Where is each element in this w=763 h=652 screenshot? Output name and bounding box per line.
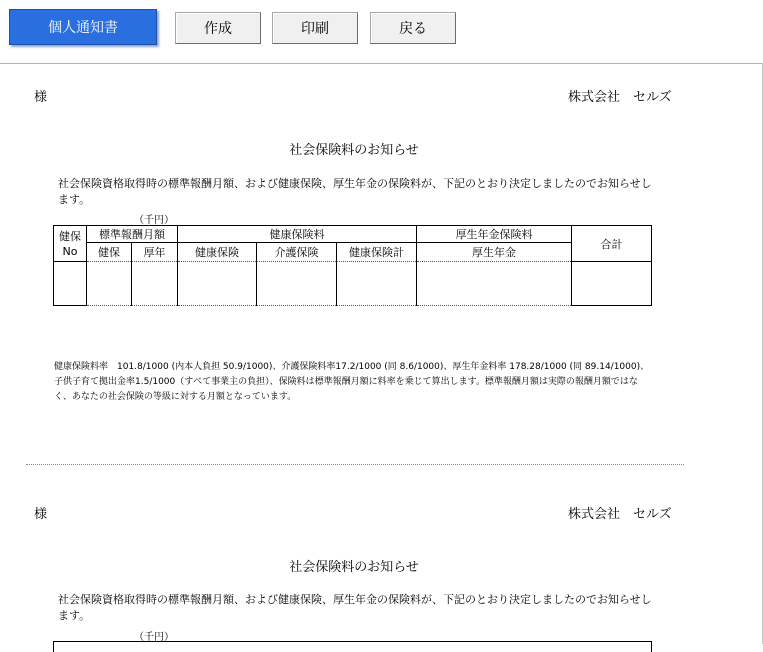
- cell: [257, 262, 337, 306]
- cell: [132, 262, 178, 306]
- footnote: 健康保険料率 101.8/1000 (内本人負担 50.9/1000)、介護保険料率17.2/1000 (同 8.6/1000)、厚生年金料率 178.28/1000 (同 89.14/1000)、子供子育て拠出金率1.5/1000（すべて事業主の負担）、保険料は標準報酬月額に料率を乗じて算出します。標準報酬月額は実際の報酬月額ではなく、あなたの社会保険の等級に対する月額となっています。: [54, 362, 650, 402]
- cell: [54, 262, 87, 306]
- sub-pension: 厚生年金: [417, 243, 572, 262]
- premium-table-partial: [53, 641, 652, 652]
- cell: [337, 262, 417, 306]
- notice-title: 社会保険料のお知らせ: [289, 143, 419, 158]
- col-health: 健康保険料: [178, 226, 417, 243]
- cell: [417, 262, 572, 306]
- col-kenpo-no: 健保 No: [54, 226, 87, 262]
- company-name: 株式会社 セルズ: [568, 90, 672, 105]
- unit-label: （千円）: [134, 632, 174, 643]
- col-total: 合計: [572, 226, 652, 262]
- print-button[interactable]: 印刷: [272, 12, 358, 44]
- col-standard: 標準報酬月額: [87, 226, 178, 243]
- premium-table: [53, 225, 652, 306]
- addressee: 様: [34, 507, 48, 522]
- create-button[interactable]: 作成: [175, 12, 261, 44]
- cell: [572, 262, 652, 306]
- toolbar: [0, 0, 763, 64]
- sub-care: 介護保険: [257, 243, 337, 262]
- sub-health: 健康保険: [178, 243, 257, 262]
- addressee: 様: [34, 90, 48, 105]
- col-pension: 厚生年金保険料: [417, 226, 572, 243]
- personal-notice-button[interactable]: 個人通知書: [9, 9, 157, 45]
- table-row: [54, 262, 652, 306]
- notice-intro: 社会保険資格取得時の標準報酬月額、および健康保険、厚生年金の保険料が、下記のとおり決定しましたのでお知らせします。: [58, 593, 652, 622]
- sub-kosei: 厚年: [132, 243, 178, 262]
- notice-intro: 社会保険資格取得時の標準報酬月額、および健康保険、厚生年金の保険料が、下記のとおり決定しましたのでお知らせします。: [58, 177, 652, 206]
- notice-separator: [26, 464, 684, 465]
- toolbar-divider: [0, 63, 763, 64]
- unit-label: （千円）: [134, 215, 174, 226]
- company-name: 株式会社 セルズ: [568, 507, 672, 522]
- sub-kenpo: 健保: [87, 243, 132, 262]
- cell: [87, 262, 132, 306]
- cell: [178, 262, 257, 306]
- back-button[interactable]: 戻る: [370, 12, 456, 44]
- sub-health-total: 健康保険計: [337, 243, 417, 262]
- notice-title: 社会保険料のお知らせ: [289, 560, 419, 575]
